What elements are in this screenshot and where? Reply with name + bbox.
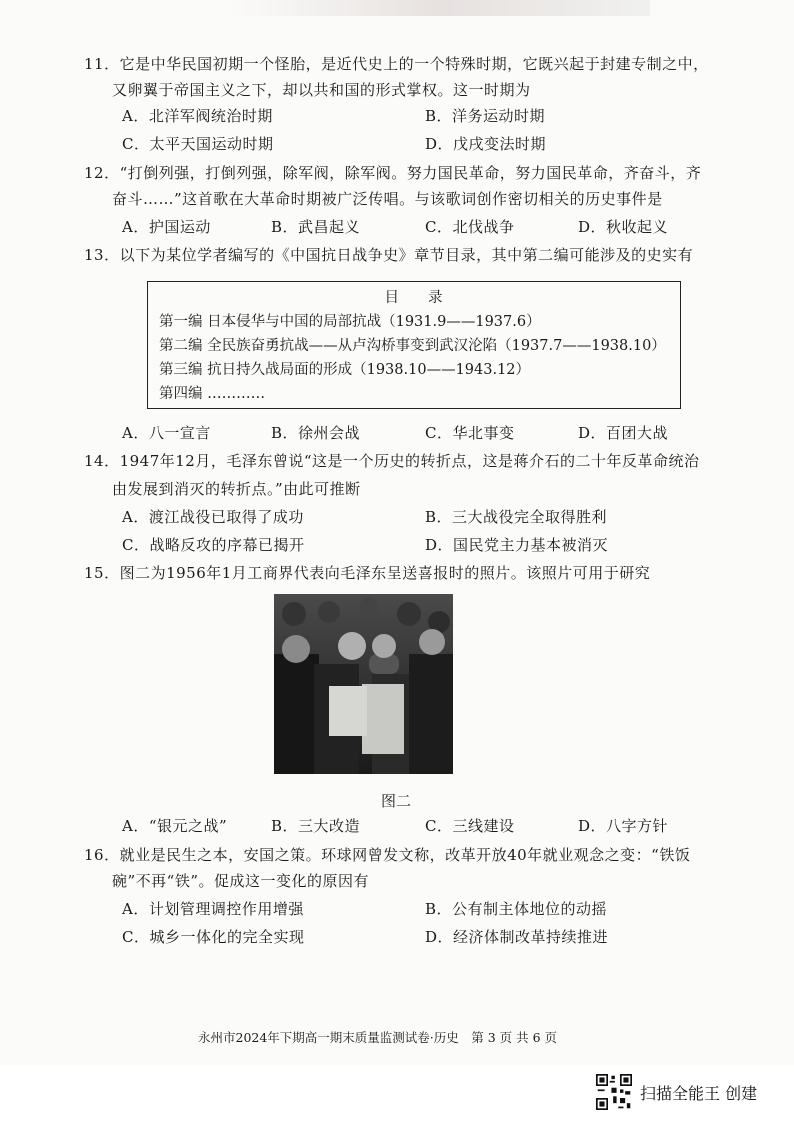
question-13-option-d: D．百团大战	[578, 424, 669, 442]
question-15-stem: 15．图二为1956年1月工商界代表向毛泽东呈送喜报时的照片。该照片可用于研究	[84, 564, 651, 582]
toc-title: 目 录	[384, 290, 443, 306]
question-11-option-a: A．北洋军阀统治时期	[122, 107, 273, 125]
question-11-option-c: C．太平天国运动时期	[122, 135, 274, 153]
question-14-option-c: C．战略反攻的序幕已揭开	[122, 536, 305, 554]
scan-artifact	[230, 0, 650, 16]
question-13-option-c: C．华北事变	[425, 424, 515, 442]
question-11-option-d: D．戊戌变法时期	[425, 135, 547, 153]
question-15-option-b: B．三大改造	[271, 817, 361, 835]
question-12-option-b: B．武昌起义	[271, 218, 361, 236]
question-13-stem: 13．以下为某位学者编写的《中国抗日战争史》章节目录，其中第二编可能涉及的史实有	[84, 246, 694, 264]
toc-item: 第二编 全民族奋勇抗战——从卢沟桥事变到武汉沦陷（1937.7——1938.10）	[159, 338, 666, 354]
question-11-option-b: B．洋务运动时期	[425, 107, 546, 125]
question-14-option-b: B．三大战役完全取得胜利	[425, 508, 608, 526]
question-14-stem-line-2: 由发展到消灭的转折点。”由此可推断	[112, 480, 361, 498]
question-16-option-a: A．计划管理调控作用增强	[122, 900, 304, 918]
question-12-option-a: A．护国运动	[122, 218, 211, 236]
watermark-text: 扫描全能王 创建	[640, 1083, 758, 1103]
question-12-option-c: C．北伐战争	[425, 218, 515, 236]
question-16-option-b: B．公有制主体地位的动摇	[425, 900, 608, 918]
question-11-stem-line-1: 11．它是中华民国初期一个怪胎，是近代史上的一个特殊时期，它既兴起于封建专制之中，	[84, 55, 709, 73]
question-12-stem-line-2: 奋斗……”这首歌在大革命时期被广泛传唱。与该歌词创作密切相关的历史事件是	[112, 190, 663, 208]
question-15-option-a: A．“银元之战”	[122, 817, 228, 835]
question-16-stem-line-1: 16．就业是民生之本，安国之策。环球网曾发文称，改革开放40年就业观念之变：“铁饭	[84, 846, 691, 864]
question-16-option-d: D．经济体制改革持续推进	[425, 928, 609, 946]
page-footer: 永州市2024年下期高一期末质量监测试卷·历史 第 3 页 共 6 页	[198, 1030, 558, 1045]
question-15-option-d: D．八字方针	[578, 817, 669, 835]
scanner-watermark	[596, 1074, 757, 1110]
question-13-option-b: B．徐州会战	[271, 424, 361, 442]
question-12-option-d: D．秋收起义	[578, 218, 669, 236]
historical-photo	[274, 594, 453, 774]
question-13-option-a: A．八一宣言	[122, 424, 211, 442]
toc-item: 第四编 …………	[159, 386, 266, 402]
question-14-stem-line-1: 14．1947年12月，毛泽东曾说“这是一个历史的转折点，这是蒋介石的二十年反革命统治	[84, 452, 700, 470]
figure-caption: 图二	[380, 792, 412, 810]
question-16-stem-line-2: 碗”不再“铁”。促成这一变化的原因有	[112, 872, 370, 890]
question-15-option-c: C．三线建设	[425, 817, 515, 835]
question-11-stem-line-2: 又卵翼于帝国主义之下，却以共和国的形式掌权。这一时期为	[112, 81, 531, 99]
toc-item: 第一编 日本侵华与中国的局部抗战（1931.9——1937.6）	[159, 314, 541, 330]
question-14-option-d: D．国民党主力基本被消灭	[425, 536, 609, 554]
question-14-option-a: A．渡江战役已取得了成功	[122, 508, 304, 526]
qr-code-icon	[596, 1074, 632, 1110]
question-12-stem-line-1: 12．“打倒列强，打倒列强，除军阀，除军阀。努力国民革命，努力国民革命，齐奋斗，齐	[84, 164, 702, 182]
question-16-option-c: C．城乡一体化的完全实现	[122, 928, 305, 946]
toc-item: 第三编 抗日持久战局面的形成（1938.10——1943.12）	[159, 362, 531, 378]
table-of-contents-box	[147, 281, 681, 409]
